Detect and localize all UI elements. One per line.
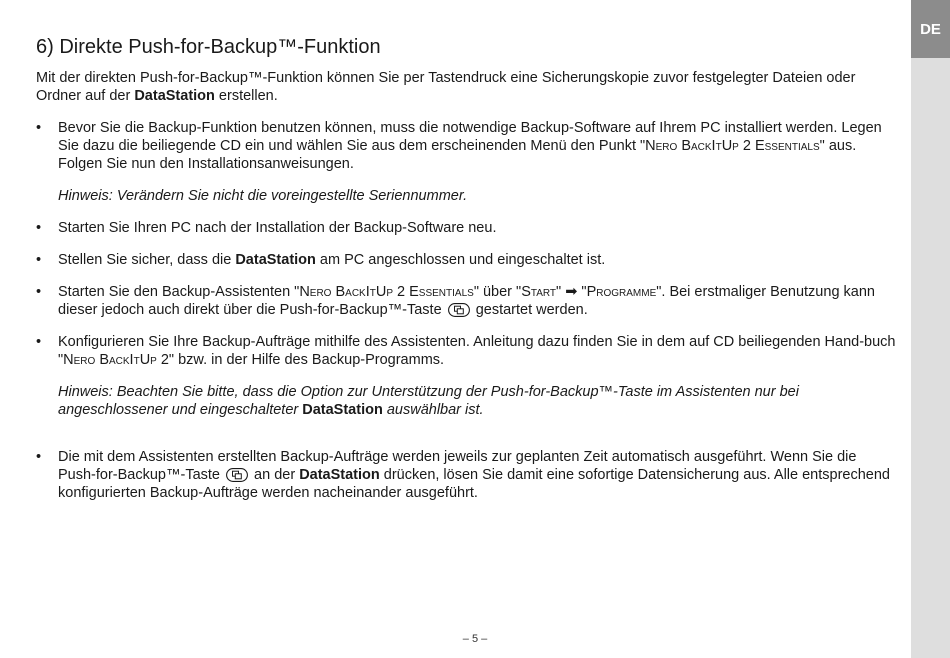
list-item-text: am PC angeschlossen und eingeschaltet ist. — [315, 252, 606, 268]
product-name: DataStation — [302, 402, 383, 418]
note: Hinweis: Verändern Sie nicht die voreingestellte Seriennummer. — [58, 188, 468, 204]
list-item-text: " über " — [473, 284, 522, 300]
software-name: Nero BackItUp 2 Essentials — [299, 284, 474, 300]
list-item-text: Bevor Sie die Backup-Funktion benutzen können, muss die notwendige Backup-Software auf Ihrem PC installiert werden. Legen Sie dazu die beiliegende CD ein und wählen Sie aus dem erscheinenden Menü den Punkt " — [58, 120, 882, 154]
list-item-text: " aus. Folgen Sie nun den Installationsanweisungen. — [58, 138, 857, 172]
note-text: Hinweis: Beachten Sie bitte, dass die Option zur Unterstützung der Push-for-Backup™-Taste im Assistenten nur bei angeschlossener und eingeschalteter — [58, 384, 799, 418]
page-number: – 5 – — [462, 633, 488, 645]
list-item-text: an der — [250, 467, 300, 483]
list-item-text: Stellen Sie sicher, dass die — [58, 252, 236, 268]
instruction-list — [36, 119, 898, 502]
push-for-backup-button-icon — [226, 468, 248, 482]
list-item — [36, 119, 898, 205]
list-item — [36, 333, 898, 419]
list-item-text: 2" bzw. in der Hilfe des Backup-Programms. — [156, 352, 445, 368]
section-heading: 6) Direkte Push-for-Backup™-Funktion — [36, 36, 381, 58]
menu-start: Start — [521, 284, 557, 300]
list-item — [36, 219, 898, 237]
software-name: Nero BackItUp — [63, 352, 157, 368]
intro-text: Mit der direkten Push-for-Backup™-Funktion können Sie per Tastendruck eine Sicherungskopie zuvor festgelegter Dateien oder Ordner auf der — [36, 70, 856, 104]
list-item-text: drücken, lösen Sie damit eine sofortige Datensicherung aus. Alle entsprechend konfigurierten Backup-Aufträge werden nacheinander ausgeführt. — [58, 467, 890, 501]
push-for-backup-button-icon — [448, 303, 470, 317]
page-content — [36, 34, 898, 516]
product-name: DataStation — [299, 467, 380, 483]
list-item-text: Starten Sie Ihren PC nach der Installation der Backup-Software neu. — [58, 220, 497, 236]
list-item-text: " ➡ " — [556, 284, 587, 300]
list-item-text: ". Bei erstmaliger Benutzung kann dieser jedoch auch direkt über die Push-for-Backup™-Taste — [58, 284, 875, 318]
list-item-text: Starten Sie den Backup-Assistenten " — [58, 284, 300, 300]
intro-text-end: erstellen. — [214, 88, 278, 104]
product-name: DataStation — [235, 252, 316, 268]
note — [58, 383, 898, 419]
note-text-end: auswählbar ist. — [382, 402, 484, 418]
list-item-text: gestartet werden. — [471, 302, 588, 318]
list-item — [36, 251, 898, 269]
list-item-text: Die mit dem Assistenten erstellten Backup-Aufträge werden jeweils zur geplanten Zeit automatisch ausgeführt. Wenn Sie die Push-for-Backup™-Taste — [58, 449, 857, 483]
product-name: DataStation — [134, 88, 215, 104]
software-name: Nero BackItUp 2 Essentials — [645, 138, 820, 154]
side-strip — [911, 0, 950, 658]
list-item — [36, 448, 898, 502]
list-item — [36, 283, 898, 319]
list-item-text: Konfigurieren Sie Ihre Backup-Aufträge mithilfe des Assistenten. Anleitung dazu finden Sie in dem auf CD beiliegenden Hand-buch " — [58, 334, 896, 368]
menu-programme: Programme — [586, 284, 657, 300]
language-tab: DE — [911, 0, 950, 58]
intro-paragraph — [36, 69, 898, 105]
